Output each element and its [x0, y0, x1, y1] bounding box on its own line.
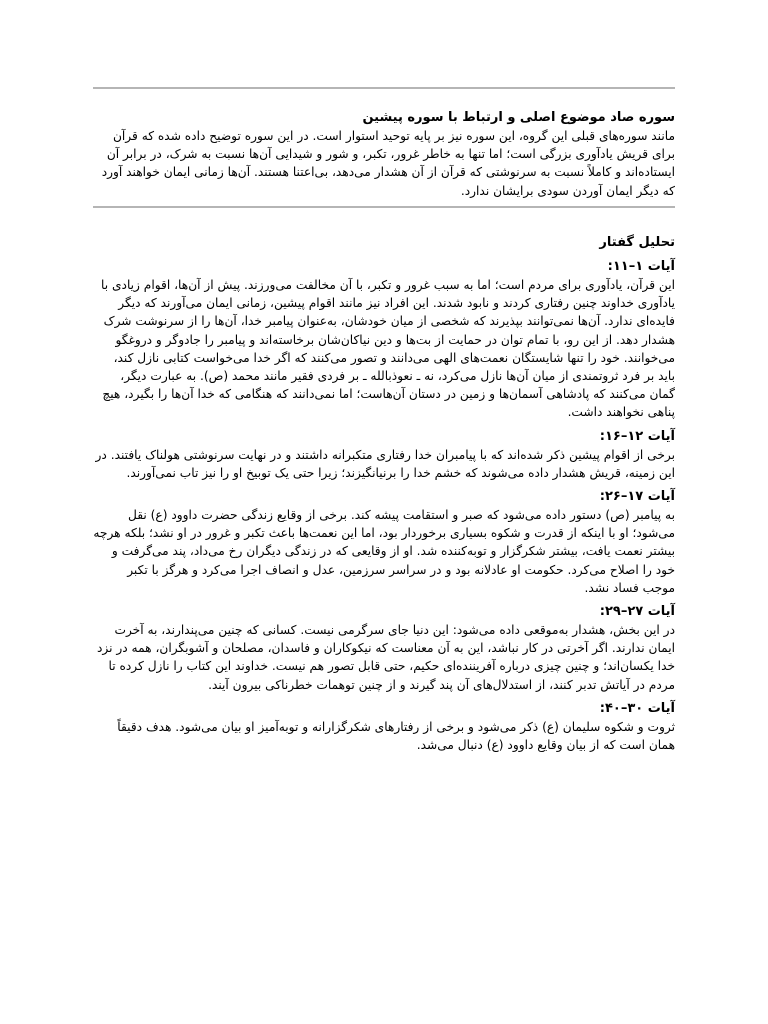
verses-paragraph-17-26: به پیامبر (ص) دستور داده می‌شود که صبر و استقامت پیشه کند. برخی از وقایع زندگی حضرت داوود (ع) نقل می‌شود؛ او با اینکه از قدرت و شکوه بسیاری برخوردار بود، اما این نعمت‌ها باعث تکبر و غرور در او نشد؛ بلکه هرچه بیشتر نعمت یافت، بیشتر شکرگزار و توبه‌کننده شد. او از وقایعی که در زندگی دیگران رخ می‌داد، پند می‌گرفت و خود را اصلاح می‌کرد. حکومت او عادلانه بود و در سراسر سرزمین، عدل و انصاف اجرا می‌کرد و هرگز با تکبر موجب فساد نشد.: [93, 508, 675, 595]
verses-heading-27-29: آیات ۲۷–۲۹:: [599, 604, 675, 620]
verses-paragraph-27-29: در این بخش، هشدار به‌موقعی داده می‌شود: این دنیا جای سرگرمی نیست. کسانی که چنین می‌پندارند، به آخرت ایمان ندارند. اگر آخرتی در کار نباشد، این به آن معناست که نیکوکاران و فاسدان، مصلحان و آشوبگران، همه در نزد خدا یکسان‌اند؛ و چنین چیزی درباره آفریننده‌ای حکیم، حتی قابل تصور هم نیست. خداوند این کتاب را نازل کرده تا مردم در آیاتش تدبر کنند، از استدلال‌های آن پند گیرند و از چنین توهمات خطرناکی بیرون آیند.: [96, 623, 675, 692]
intro-paragraph: مانند سوره‌های قبلی این گروه، این سوره نیز بر پایه توحید استوار است. در این سوره توضیح داده شده که قرآن برای قریش یادآوری بزرگی است؛ اما تنها به خاطر غرور، تکبر، و شور و شیدایی آن‌ها نسبت به شرک، در برابر آن ایستاده‌اند و کاملاً نسبت به سرنوشتی که قرآن از آن هشدار می‌دهد، بی‌اعتنا هستند. آن‌ها زمانی ایمان خواهند آورد که دیگر ایمان آوردن سودی برایشان ندارد.: [101, 129, 675, 198]
analysis-section: [93, 234, 675, 754]
verses-heading-12-16: آیات ۱۲–۱۶:: [599, 428, 675, 444]
analysis-title: تحلیل گفتار: [599, 235, 675, 250]
top-divider: [93, 87, 675, 89]
section-divider: [93, 206, 675, 208]
verses-paragraph-12-16: برخی از اقوام پیشین ذکر شده‌اند که با پیامبران خدا رفتاری متکبرانه داشتند و در نهایت سرنوشتی هولناک یافتند. در این زمینه، قریش هشدار داده می‌شوند که خشم خدا را برنیانگیزند؛ زیرا حتی یک توبیخ او را نیز تاب نمی‌آورند.: [95, 447, 675, 480]
verses-heading-1-11: آیات ۱–۱۱:: [607, 259, 675, 274]
document-page: [93, 0, 675, 1024]
intro-title: سوره صاد موضوع اصلی و ارتباط با سوره پیشین: [362, 110, 675, 125]
verses-paragraph-1-11: این قرآن، یادآوری برای مردم است؛ اما به سبب غرور و تکبر، با آن مخالفت می‌ورزند. پیش از آن‌ها، اقوام زیادی با یادآوری خداوند چنین رفتاری کردند و نابود شدند. این افراد نیز مانند اقوام پیشین، زمانی ایمان می‌آورند که دیگر فایده‌ای ندارد. آن‌ها نمی‌توانند بپذیرند که شخصی از میان خودشان، به‌عنوان پیامبر خدا، آن‌ها را از سرنوشت شرک هشدار دهد. از این رو، با تمام توان در حمایت از بت‌ها و دین نیاکان‌شان برخاسته‌اند و پیامبر را جادوگر و دروغگو می‌خوانند. خود را تنها شایستگان نعمت‌های الهی می‌دانند و تصور می‌کنند که اگر خدا می‌خواست کتابی نازل کند، باید بر فرد ثروتمندی از میان آن‌ها نازل می‌کرد، نه ـ نعوذبالله ـ بر فردی فقیر مانند محمد (ص). به عبارت دیگر، گمان می‌کنند که پادشاهی آسمان‌ها و زمین در دستان آن‌هاست؛ اما نمی‌دانند که هنگامی که خدا آن‌ها را بگیرد، هیچ پناهی نخواهند داشت.: [101, 278, 675, 420]
verses-paragraph-30-40: ثروت و شکوه سلیمان (ع) ذکر می‌شود و برخی از رفتارهای شکرگزارانه و توبه‌آمیز او بیان می‌شود. هدف دقیقاً همان است که از بیان وقایع داوود (ع) دنبال می‌شد.: [117, 719, 675, 753]
intro-section: [93, 109, 675, 200]
verses-heading-17-26: آیات ۱۷–۲۶:: [599, 489, 675, 505]
verses-heading-30-40: آیات ۳۰–۴۰:: [599, 700, 675, 716]
